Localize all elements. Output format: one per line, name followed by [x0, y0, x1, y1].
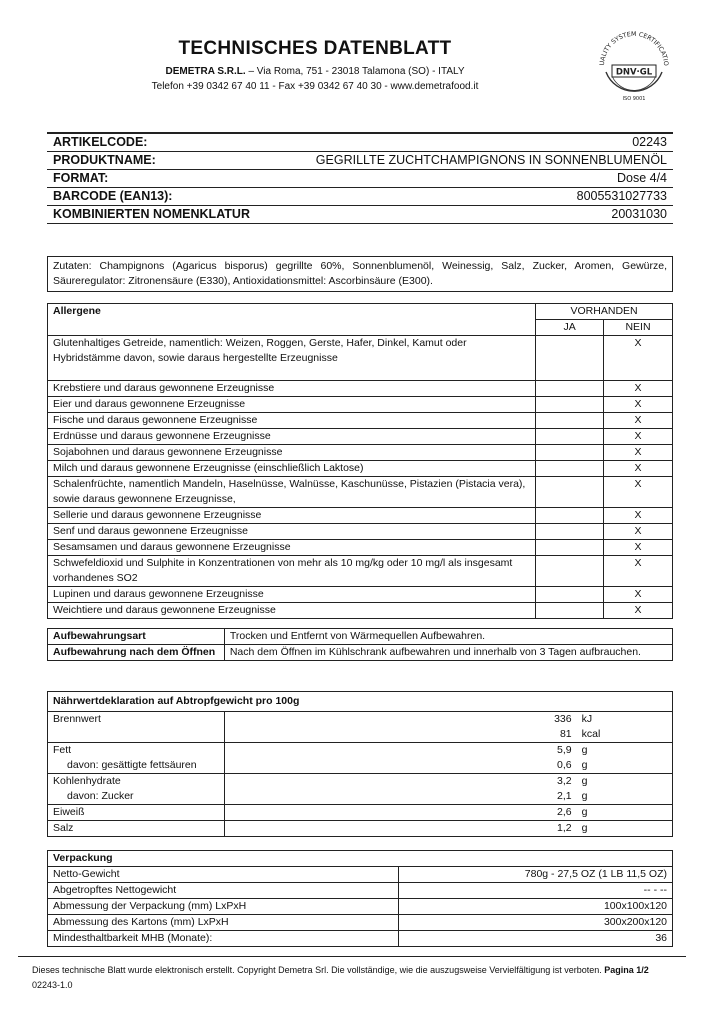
table-row	[48, 645, 673, 661]
allergen-name: Erdnüsse und daraus gewonnene Erzeugnisse	[48, 429, 536, 445]
allergen-nein: X	[604, 397, 673, 413]
table-row	[48, 629, 673, 645]
allergens-table	[47, 303, 673, 619]
product-id-table	[47, 132, 673, 224]
company-line	[0, 66, 630, 77]
storage-label: Aufbewahrung nach dem Öffnen	[48, 645, 225, 661]
logo-iso: ISO 9001	[622, 96, 646, 102]
table-row	[48, 587, 673, 603]
storage-table	[47, 628, 673, 661]
packaging-value: 36	[399, 931, 673, 947]
label-barcode: BARCODE (EAN13):	[47, 188, 276, 206]
storage-value: Trocken und Entfernt von Wärmequellen Aufbewahren.	[224, 629, 672, 645]
table-row	[48, 477, 673, 508]
label-format: FORMAT:	[47, 170, 276, 188]
allergen-nein: X	[604, 381, 673, 397]
svg-text:QUALITY SYSTEM CERTIFICATION	[592, 22, 669, 66]
table-row	[48, 336, 673, 381]
nutrient-value: 2,1	[557, 790, 572, 802]
nutrient-unit: g	[581, 759, 588, 771]
table-row	[48, 556, 673, 587]
present-header: VORHANDEN	[536, 304, 673, 320]
nutrient-units	[574, 743, 673, 774]
nutrient-values	[224, 743, 573, 774]
allergen-name: Eier und daraus gewonnene Erzeugnisse	[48, 397, 536, 413]
nutrient-unit: g	[581, 790, 588, 802]
nutrient-unit: kcal	[581, 728, 601, 740]
value-produktname: GEGRILLTE ZUCHTCHAMPIGNONS IN SONNENBLUMENÖL	[276, 152, 673, 170]
nutrient-name: Fett	[53, 744, 72, 756]
allergen-name: Milch und daraus gewonnene Erzeugnisse (einschließlich Laktose)	[48, 461, 536, 477]
logo-brand: DNV·GL	[615, 67, 653, 78]
allergen-ja	[536, 429, 604, 445]
table-row	[47, 206, 673, 224]
table-row	[48, 445, 673, 461]
allergen-name: Sellerie und daraus gewonnene Erzeugnisse	[48, 508, 536, 524]
value-format: Dose 4/4	[276, 170, 673, 188]
allergen-nein: X	[604, 445, 673, 461]
allergen-nein: X	[604, 540, 673, 556]
packaging-label: Abgetropftes Nettogewicht	[48, 883, 399, 899]
nutrient-value: 1,2	[224, 821, 573, 837]
table-row	[48, 931, 673, 947]
table-row	[48, 883, 673, 899]
ingredients-text: Zutaten: Champignons (Agaricus bisporus) gegrillte 60%, Sonnenblumenöl, Weinessig, Salz, Zucker, Aromen, Gewürze, Säureregulator: Zitronensäure (E330), Antioxidationsmittel: Ascorbinsäure (E300).	[48, 257, 673, 292]
table-row	[47, 152, 673, 170]
table-row	[48, 805, 673, 821]
storage-label: Aufbewahrungsart	[48, 629, 225, 645]
table-row	[48, 743, 673, 774]
allergen-nein: X	[604, 524, 673, 540]
table-row	[47, 170, 673, 188]
allergen-nein: X	[604, 413, 673, 429]
table-row	[48, 397, 673, 413]
logo-arc-text: UALITY SYSTEM CERTIFICATIO	[598, 30, 670, 67]
label-artikelcode: ARTIKELCODE:	[47, 133, 276, 152]
table-row	[47, 188, 673, 206]
nutrient-name: Kohlenhydrate	[53, 775, 121, 787]
allergen-name: Krebstiere und daraus gewonnene Erzeugnisse	[48, 381, 536, 397]
nutrient-label: Eiweiß	[48, 805, 225, 821]
value-artikelcode: 02243	[276, 133, 673, 152]
allergen-nein: X	[604, 477, 673, 508]
table-row	[48, 461, 673, 477]
packaging-label: Abmessung der Verpackung (mm) LxPxH	[48, 899, 399, 915]
allergen-ja	[536, 556, 604, 587]
table-row	[47, 133, 673, 152]
allergen-nein: X	[604, 336, 673, 381]
table-row	[48, 915, 673, 931]
page-number: Pagina 1/2	[604, 965, 649, 975]
table-row	[48, 381, 673, 397]
packaging-header: Verpackung	[48, 851, 673, 867]
allergen-ja	[536, 587, 604, 603]
allergen-nein: X	[604, 603, 673, 619]
nutrient-value: 0,6	[557, 759, 572, 771]
packaging-value: -- - --	[399, 883, 673, 899]
nutrient-value: 3,2	[557, 775, 572, 787]
nutrient-values	[224, 774, 573, 805]
allergen-ja	[536, 381, 604, 397]
nutrient-value: 2,6	[224, 805, 573, 821]
table-row	[48, 413, 673, 429]
nutrient-unit: g	[574, 805, 673, 821]
nutrient-label: Brennwert	[48, 712, 225, 743]
nutrient-unit: g	[581, 744, 588, 756]
allergen-name: Schalenfrüchte, namentlich Mandeln, Haselnüsse, Walnüsse, Kaschunüsse, Pistazien (Pistacia vera), sowie daraus gewonnene Erzeugnisse,	[48, 477, 536, 508]
footer-divider	[18, 956, 686, 957]
allergen-nein: X	[604, 429, 673, 445]
table-row	[48, 524, 673, 540]
company-name: DEMETRA S.R.L.	[165, 66, 246, 77]
ingredients-box	[47, 256, 673, 292]
allergen-ja	[536, 603, 604, 619]
allergen-nein: X	[604, 587, 673, 603]
nutrient-units	[574, 774, 673, 805]
packaging-table	[47, 850, 673, 947]
allergen-name: Sesamsamen und daraus gewonnene Erzeugnisse	[48, 540, 536, 556]
table-row	[48, 867, 673, 883]
nutrient-unit: g	[574, 821, 673, 837]
value-barcode: 8005531027733	[276, 188, 673, 206]
nutrition-table	[47, 691, 673, 837]
allergen-ja	[536, 540, 604, 556]
table-row	[48, 603, 673, 619]
nutrient-unit: g	[581, 775, 588, 787]
allergen-ja	[536, 336, 604, 381]
nutrient-unit: kJ	[581, 713, 593, 725]
company-contact: Telefon +39 0342 67 40 11 - Fax +39 0342 67 40 30 - www.demetrafood.it	[151, 81, 479, 92]
allergen-ja	[536, 461, 604, 477]
allergen-name: Senf und daraus gewonnene Erzeugnisse	[48, 524, 536, 540]
allergen-name: Sojabohnen und daraus gewonnene Erzeugnisse	[48, 445, 536, 461]
nutrient-label	[48, 743, 225, 774]
packaging-label: Netto-Gewicht	[48, 867, 399, 883]
table-row	[48, 508, 673, 524]
table-row	[48, 821, 673, 837]
allergen-nein: X	[604, 556, 673, 587]
allergen-ja	[536, 397, 604, 413]
allergen-ja	[536, 413, 604, 429]
company-address: – Via Roma, 751 - 23018 Talamona (SO) - ITALY	[245, 66, 465, 77]
allergen-nein: X	[604, 508, 673, 524]
packaging-label: Mindesthaltbarkeit MHB (Monate):	[48, 931, 399, 947]
nutrient-subname: davon: gesättigte fettsäuren	[67, 759, 197, 771]
allergen-ja	[536, 508, 604, 524]
table-row	[48, 899, 673, 915]
packaging-value: 300x200x120	[399, 915, 673, 931]
footer-notice	[32, 965, 649, 975]
allergen-name: Fische und daraus gewonnene Erzeugnisse	[48, 413, 536, 429]
footer-copyright: Dieses technische Blatt wurde elektronisch erstellt. Copyright Demetra Srl. Die vollständige, wie die auszugsweise Vervielfältigung ist verboten.	[32, 965, 605, 975]
nutrient-value: 336	[554, 713, 572, 725]
nutrient-label: Salz	[48, 821, 225, 837]
label-nomenklatur: KOMBINIERTEN NOMENKLATUR	[47, 206, 276, 224]
allergen-name: Glutenhaltiges Getreide, namentlich: Weizen, Roggen, Gerste, Hafer, Dinkel, Kamut oder Hybridstämme davon, sowie daraus hergestellte Erzeugnisse	[48, 336, 536, 381]
table-row	[48, 774, 673, 805]
nutrient-value: 81	[559, 728, 572, 740]
footer-doc-code: 02243-1.0	[32, 980, 73, 990]
nutrient-value: 5,9	[557, 744, 572, 756]
nutrient-subname: davon: Zucker	[67, 790, 134, 802]
document-title: TECHNISCHES DATENBLATT	[178, 38, 452, 59]
label-produktname: PRODUKTNAME:	[47, 152, 276, 170]
allergen-ja	[536, 524, 604, 540]
allergen-name: Lupinen und daraus gewonnene Erzeugnisse	[48, 587, 536, 603]
allergen-name: Weichtiere und daraus gewonnene Erzeugnisse	[48, 603, 536, 619]
table-row	[48, 712, 673, 743]
nutrient-values	[224, 712, 573, 743]
nutrient-units	[574, 712, 673, 743]
table-row	[48, 540, 673, 556]
table-row	[48, 429, 673, 445]
nutrition-header: Nährwertdeklaration auf Abtropfgewicht pro 100g	[48, 692, 673, 712]
value-nomenklatur: 20031030	[276, 206, 673, 224]
allergen-nein: X	[604, 461, 673, 477]
packaging-value: 100x100x120	[399, 899, 673, 915]
allergen-ja	[536, 477, 604, 508]
dnv-gl-certification-logo	[592, 22, 676, 106]
allergens-header: Allergene	[48, 304, 536, 336]
allergen-ja	[536, 445, 604, 461]
allergen-name: Schwefeldioxid und Sulphite in Konzentrationen von mehr als 10 mg/kg oder 10 mg/l als insgesamt vorhandenes SO2	[48, 556, 536, 587]
ja-header: JA	[536, 320, 604, 336]
storage-value: Nach dem Öffnen im Kühlschrank aufbewahren und innerhalb von 3 Tagen aufbrauchen.	[224, 645, 672, 661]
packaging-label: Abmessung des Kartons (mm) LxPxH	[48, 915, 399, 931]
nein-header: NEIN	[604, 320, 673, 336]
packaging-value: 780g - 27,5 OZ (1 LB 11,5 OZ)	[399, 867, 673, 883]
nutrient-label	[48, 774, 225, 805]
